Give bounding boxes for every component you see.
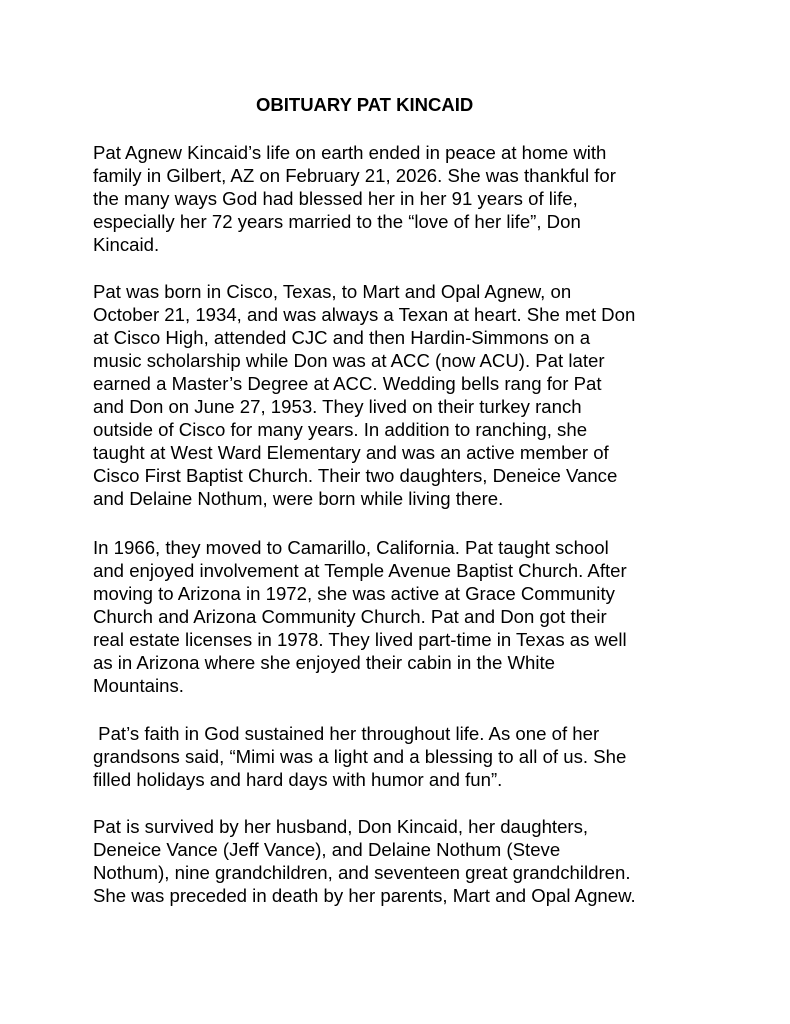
paragraph-line: outside of Cisco for many years. In addition to ranching, she bbox=[93, 419, 588, 440]
paragraph-line: and Don on June 27, 1953. They lived on their turkey ranch bbox=[93, 396, 582, 417]
paragraph-line: the many ways God had blessed her in her 91 years of life, bbox=[93, 188, 578, 209]
paragraph-line: grandsons said, “Mimi was a light and a blessing to all of us. She bbox=[93, 746, 627, 767]
paragraph-line: Church and Arizona Community Church. Pat and Don got their bbox=[93, 606, 607, 627]
paragraph-moves bbox=[93, 536, 733, 697]
paragraph-line: at Cisco High, attended CJC and then Hardin-Simmons on a bbox=[93, 327, 591, 348]
paragraph-death-notice bbox=[93, 141, 733, 256]
paragraph-line: family in Gilbert, AZ on February 21, 2026. She was thankful for bbox=[93, 165, 616, 186]
paragraph-line: filled holidays and hard days with humor and fun”. bbox=[93, 769, 503, 790]
paragraph-line: Pat’s faith in God sustained her throughout life. As one of her bbox=[93, 723, 600, 744]
paragraph-line: She was preceded in death by her parents, Mart and Opal Agnew. bbox=[93, 885, 636, 906]
obituary-title: OBITUARY PAT KINCAID bbox=[256, 94, 474, 115]
paragraph-line: Nothum), nine grandchildren, and seventeen great grandchildren. bbox=[93, 862, 631, 883]
paragraph-line: Mountains. bbox=[93, 675, 184, 696]
paragraph-faith bbox=[93, 722, 733, 791]
paragraph-line: October 21, 1934, and was always a Texan at heart. She met Don bbox=[93, 304, 636, 325]
paragraph-line: taught at West Ward Elementary and was an active member of bbox=[93, 442, 609, 463]
paragraph-line: earned a Master’s Degree at ACC. Wedding bells rang for Pat bbox=[93, 373, 602, 394]
paragraph-survivors bbox=[93, 815, 733, 907]
paragraph-line: moving to Arizona in 1972, she was active at Grace Community bbox=[93, 583, 615, 604]
paragraph-line: real estate licenses in 1978. They lived part-time in Texas as well bbox=[93, 629, 627, 650]
paragraph-line: Pat was born in Cisco, Texas, to Mart and Opal Agnew, on bbox=[93, 281, 572, 302]
paragraph-line: and enjoyed involvement at Temple Avenue Baptist Church. After bbox=[93, 560, 627, 581]
paragraph-line: music scholarship while Don was at ACC (now ACU). Pat later bbox=[93, 350, 605, 371]
paragraph-line: and Delaine Nothum, were born while living there. bbox=[93, 488, 504, 509]
paragraph-line: In 1966, they moved to Camarillo, California. Pat taught school bbox=[93, 537, 609, 558]
paragraph-line: as in Arizona where she enjoyed their cabin in the White bbox=[93, 652, 556, 673]
paragraph-line: Deneice Vance (Jeff Vance), and Delaine Nothum (Steve bbox=[93, 839, 561, 860]
paragraph-line: Pat is survived by her husband, Don Kincaid, her daughters, bbox=[93, 816, 589, 837]
paragraph-line: Cisco First Baptist Church. Their two daughters, Deneice Vance bbox=[93, 465, 618, 486]
paragraph-line: especially her 72 years married to the “love of her life”, Don bbox=[93, 211, 581, 232]
paragraph-line: Kincaid. bbox=[93, 234, 160, 255]
paragraph-line: Pat Agnew Kincaid’s life on earth ended in peace at home with bbox=[93, 142, 607, 163]
paragraph-early-life bbox=[93, 280, 733, 510]
